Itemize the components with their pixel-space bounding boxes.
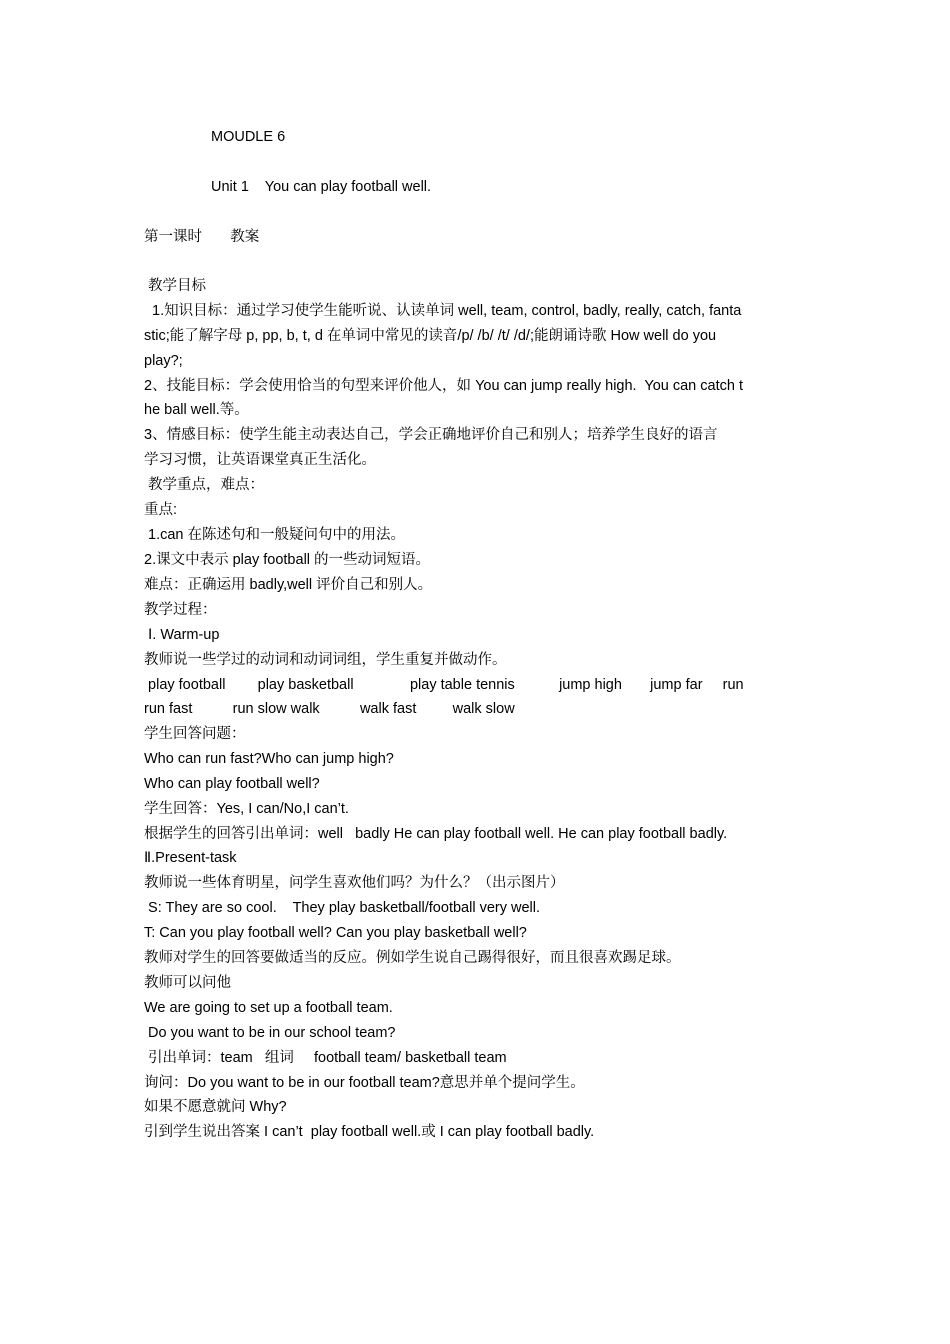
body-line: 教学目标 <box>144 278 207 294</box>
body-line: 1.知识目标：通过学习使学生能听说、认读单词 well, team, control, badly, really, catch, fanta <box>144 303 742 319</box>
body-line: 引出单词：team 组词 football team/ basketball team <box>144 1050 507 1066</box>
body-line: 3、情感目标：使学生能主动表达自己，学会正确地评价自己和别人；培养学生良好的语言 <box>144 427 718 443</box>
body-line: We are going to set up a football team. <box>144 1000 393 1016</box>
body-line: T: Can you play football well? Can you play basketball well? <box>144 925 527 941</box>
body-line: 引到学生说出答案 I can’t play football well.或 I can play football badly. <box>144 1124 595 1140</box>
body-line: 难点：正确运用 badly,well 评价自己和别人。 <box>144 577 433 593</box>
module-title: MOUDLE 6 <box>211 129 286 145</box>
body-line: 根据学生的回答引出单词：well badly He can play football well. He can play football badly. <box>144 826 728 842</box>
body-line: 学习习惯，让英语课堂真正生活化。 <box>144 452 376 468</box>
body-line: 1.can 在陈述句和一般疑问句中的用法。 <box>144 527 406 543</box>
body-line: 询问：Do you want to be in our football team?意思并单个提问学生。 <box>144 1075 585 1091</box>
body-line: play football play basketball play table tennis jump high jump far run <box>144 677 744 693</box>
body-line: S: They are so cool. They play basketball/football very well. <box>144 900 540 916</box>
body-line: Who can run fast?Who can jump high? <box>144 751 394 767</box>
body-line: Ⅰ. Warm-up <box>144 627 220 643</box>
body-line: 教师说一些体育明星，问学生喜欢他们吗？为什么？（出示图片） <box>144 875 565 891</box>
lesson-title: 第一课时 教案 <box>144 229 260 245</box>
body-line: 重点: <box>144 502 178 518</box>
unit-title: Unit 1 You can play football well. <box>211 179 432 195</box>
body-line: play?; <box>144 353 183 369</box>
body-line: run fast run slow walk walk fast walk slow <box>144 701 515 717</box>
body-line: 教学过程： <box>144 602 217 618</box>
body-line: 学生回答：Yes, I can/No,I can’t. <box>144 801 349 817</box>
body-line: stic;能了解字母 p, pp, b, t, d 在单词中常见的读音/p/ /b/ /t/ /d/;能朗诵诗歌 How well do you <box>144 328 717 344</box>
body-line: 教师说一些学过的动词和动词词组，学生重复并做动作。 <box>144 652 507 668</box>
body-line: 教师对学生的回答要做适当的反应。例如学生说自己踢得很好，而且很喜欢踢足球。 <box>144 950 681 966</box>
body-line: 教学重点，难点： <box>144 477 265 493</box>
body-line: Ⅱ.Present-task <box>144 850 237 866</box>
body-line: 教师可以问他 <box>144 975 231 991</box>
body-line: 2.课文中表示 play football 的一些动词短语。 <box>144 552 431 568</box>
body-line: 如果不愿意就问 Why? <box>144 1099 287 1115</box>
body-line: 2、技能目标：学会使用恰当的句型来评价他人，如 You can jump really high. You can catch t <box>144 378 743 394</box>
body-line: Who can play football well? <box>144 776 320 792</box>
body-line: 学生回答问题： <box>144 726 246 742</box>
body-line: he ball well.等。 <box>144 402 249 418</box>
body-line: Do you want to be in our school team? <box>144 1025 396 1041</box>
